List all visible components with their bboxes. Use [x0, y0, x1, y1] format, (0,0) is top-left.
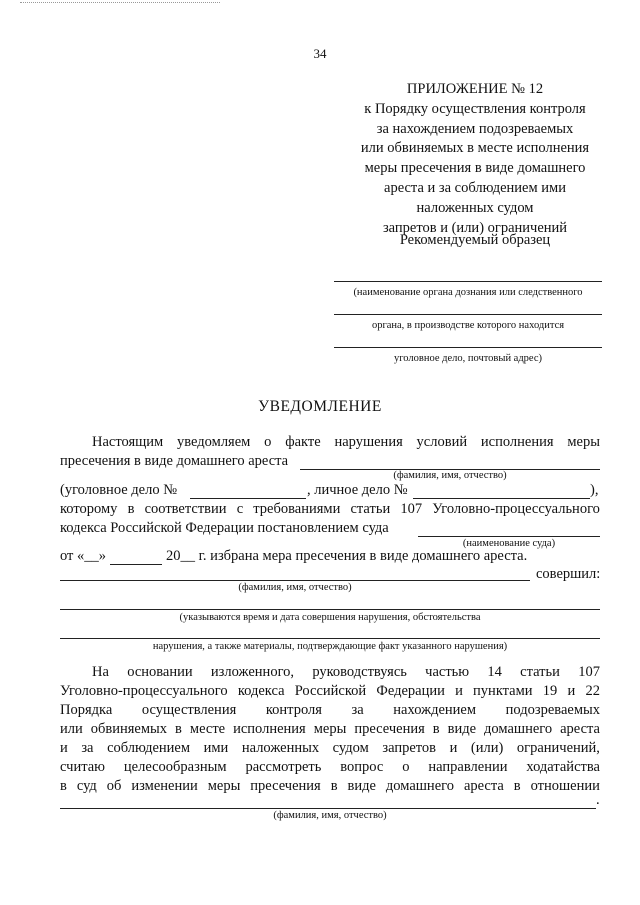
word: домашнего [385, 778, 454, 794]
authority-caption-3: уголовное дело, почтовый адрес) [393, 353, 543, 364]
appendix-line: или обвиняемых в месте исполнения [360, 140, 590, 157]
violation-caption-2: нарушения, а также материалы, подтверждающие факт указанного нарушения) [152, 641, 508, 652]
word: требованиями [253, 501, 341, 517]
fio-blank-2 [60, 580, 530, 581]
word: нарушения [334, 434, 403, 450]
word: 107 [400, 501, 423, 517]
appendix-block [330, 80, 620, 238]
fio-caption-1: (фамилия, имя, отчество) [393, 470, 507, 481]
word: запретов [382, 740, 437, 756]
word: исполнения [480, 434, 554, 450]
authority-caption-2: органа, в производстве которого находится [371, 320, 565, 331]
word: в [513, 778, 521, 794]
paren-close: ), [590, 482, 599, 498]
word: Порядка [60, 702, 113, 718]
appendix-line: за нахождением подозреваемых [376, 120, 574, 137]
word: Федерации [376, 683, 445, 699]
court-name-blank [418, 536, 600, 537]
word: о [402, 759, 410, 775]
word: 19 [542, 683, 558, 699]
appendix-line: наложенных судом [416, 199, 534, 216]
word: Уголовно-процессуального [60, 683, 228, 699]
word: изложенного, [210, 664, 295, 680]
p2-line-5 [60, 740, 600, 757]
word: Настоящим [92, 434, 164, 450]
word: отношении [530, 778, 600, 794]
violation-blank-1 [60, 609, 600, 610]
word: статьи [520, 664, 560, 680]
p2-line-7 [60, 778, 600, 795]
violation-blank-2 [60, 638, 600, 639]
word: наложенных [241, 740, 320, 756]
word: основании [127, 664, 193, 680]
word: частью [425, 664, 470, 680]
authority-name-line [334, 281, 602, 282]
word: в [432, 721, 440, 737]
authority-line-3 [334, 347, 602, 348]
word: суд [76, 778, 97, 794]
authority-caption: (наименование органа дознания или следственного [353, 287, 583, 298]
word: месте [189, 721, 226, 737]
date-label: от «__» [60, 548, 107, 564]
measure-chosen-text: 20__ г. избрана мера пресечения в виде домашнего ареста. [166, 548, 528, 564]
scan-artifact [20, 2, 220, 4]
word: условий [416, 434, 468, 450]
word: виде [447, 721, 477, 737]
word: вопрос [340, 759, 384, 775]
personal-case-label: , личное дело № [307, 482, 408, 498]
p2-line-4 [60, 721, 600, 738]
word: направлении [428, 759, 508, 775]
word: и [60, 740, 68, 756]
p1-line-4 [60, 501, 600, 518]
fio-blank-3 [60, 808, 596, 809]
word: статьи [350, 501, 391, 517]
p2-line-3 [60, 702, 600, 719]
appendix-line: меры пресечения в виде домашнего [364, 160, 586, 177]
word: соответствии [144, 501, 227, 517]
word: с [236, 501, 244, 517]
word: которому [60, 501, 118, 517]
word: Российской [294, 683, 367, 699]
fio-caption-2: (фамилия, имя, отчество) [238, 582, 352, 593]
word: контроля [265, 702, 322, 718]
p2-line-2 [60, 683, 600, 700]
authority-line-2 [334, 314, 602, 315]
fio-caption-3: (фамилия, имя, отчество) [273, 810, 387, 821]
word: в [330, 778, 338, 794]
word: об [106, 778, 122, 794]
word: 14 [487, 664, 502, 680]
word: меры [207, 778, 241, 794]
word: судом [332, 740, 369, 756]
word: в [127, 501, 135, 517]
word: уведомляем [177, 434, 251, 450]
word: и [449, 740, 458, 756]
word: меры [313, 721, 347, 737]
document-title: УВЕДОМЛЕНИЕ [258, 398, 382, 415]
word: осуществления [141, 702, 237, 718]
word: изменении [131, 778, 198, 794]
word: виде [347, 778, 376, 794]
sample-label: Рекомендуемый образец [399, 232, 551, 248]
word: нахождением [393, 702, 477, 718]
appendix-line: запретов и (или) ограничений [382, 219, 568, 236]
word: целесообразным [123, 759, 227, 775]
word: в [60, 778, 67, 794]
word: меры [567, 434, 600, 450]
appendix-title: ПРИЛОЖЕНИЕ № 12 [406, 81, 544, 97]
word: ареста [463, 778, 504, 794]
p2-line-6 [60, 759, 600, 776]
word: 22 [585, 683, 600, 699]
word: за [351, 702, 364, 718]
word: факте [285, 434, 321, 450]
word: Уголовно-процессуального [432, 501, 600, 517]
word: (или) [470, 740, 504, 756]
violation-caption-1: (указываются время и дата совершения нарушения, обстоятельства [179, 612, 481, 623]
word: и [455, 683, 463, 699]
word: руководствуясь [312, 664, 407, 680]
word: кодекса [237, 683, 285, 699]
word: пресечения [354, 721, 425, 737]
word: рассмотреть [245, 759, 322, 775]
p1-line-5: кодекса Российской Федерации постановлением суда [60, 520, 389, 536]
word: На [92, 664, 109, 680]
end-period: . [596, 792, 600, 808]
criminal-case-number-blank [190, 498, 306, 499]
appendix-line: ареста и за соблюдением ими [384, 179, 566, 196]
word: считаю [60, 759, 105, 775]
word: подозреваемых [505, 702, 600, 718]
word: о [264, 434, 272, 450]
word: или [60, 721, 83, 737]
word: соблюдением [107, 740, 191, 756]
appendix-line: к Порядку осуществления контроля [364, 100, 586, 117]
p1-line-2: пресечения в виде домашнего ареста [60, 453, 289, 469]
word: пресечения [250, 778, 321, 794]
word: домашнего [484, 721, 553, 737]
court-caption: (наименование суда) [462, 538, 556, 549]
committed-label: совершил: [536, 566, 601, 582]
page-number: 34 [313, 46, 327, 61]
word: и [567, 683, 576, 699]
word: пунктами [473, 683, 533, 699]
word: ими [203, 740, 229, 756]
word: обвиняемых [90, 721, 168, 737]
p2-line-1 [92, 664, 600, 681]
word: ходатайства [526, 759, 600, 775]
word: исполнения [233, 721, 306, 737]
criminal-case-label: (уголовное дело № [60, 482, 178, 498]
p1-line-1 [92, 434, 600, 451]
word: 107 [578, 664, 600, 680]
date-month-blank [110, 564, 162, 565]
personal-case-number-blank [413, 498, 590, 499]
word: ограничений, [516, 740, 600, 756]
word: в [175, 721, 182, 737]
word: ареста [560, 721, 600, 737]
word: за [81, 740, 94, 756]
